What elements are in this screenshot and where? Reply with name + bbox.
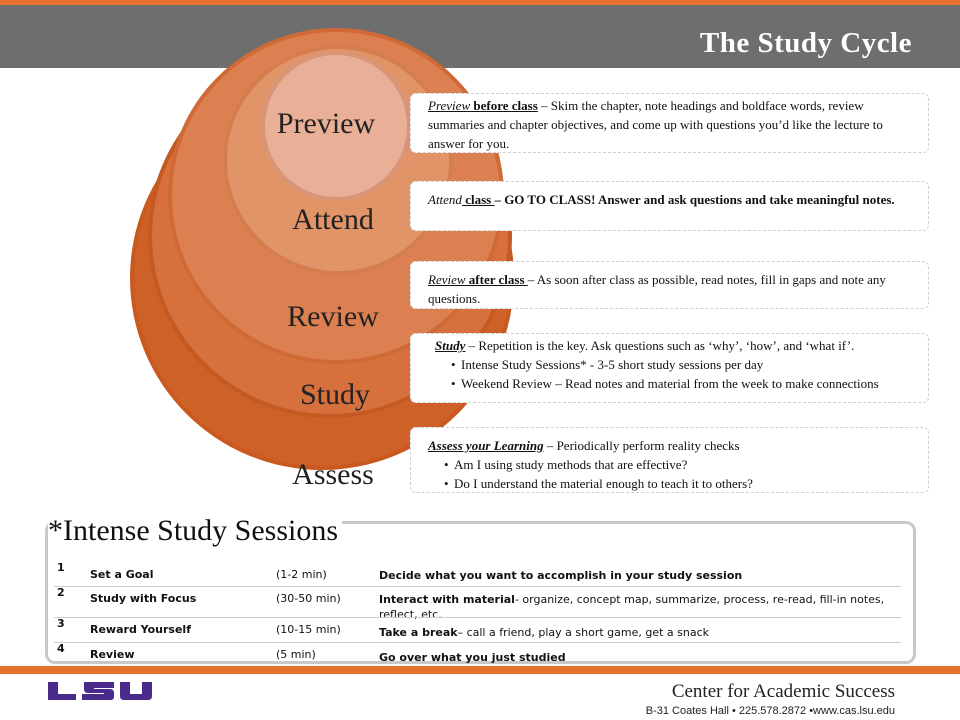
footer-accent-bar xyxy=(0,666,960,674)
step-assess-box xyxy=(410,427,929,493)
step-review-lead-rest: after class xyxy=(465,272,528,287)
row-detail-bold: Go over what you just studied xyxy=(379,651,566,664)
row-divider xyxy=(54,586,901,587)
row-number: 2 xyxy=(57,586,65,599)
row-time: (30-50 min) xyxy=(276,592,341,605)
row-time: (1-2 min) xyxy=(276,568,327,581)
row-detail xyxy=(379,568,899,583)
row-number: 1 xyxy=(57,561,65,574)
center-name: Center for Academic Success xyxy=(671,681,895,702)
row-number: 3 xyxy=(57,617,65,630)
row-time: (5 min) xyxy=(276,648,316,661)
step-assess-lead: Assess your Learning xyxy=(428,438,544,453)
step-attend-box xyxy=(410,181,929,231)
step-review-text: – As soon after class as possible, read notes, fill in gaps and note any questions. xyxy=(428,272,886,306)
step-preview-lead: Preview xyxy=(428,98,471,113)
step-review-box xyxy=(410,261,929,309)
step-review-lead: Review xyxy=(428,272,466,287)
row-detail-rest: – call a friend, play a short game, get a snack xyxy=(457,626,710,639)
row-detail-rest: - organize, concept map, summarize, process, re-read, fill-in notes, reflect, etc. xyxy=(379,593,885,621)
step-preview-lead-rest: before class xyxy=(470,98,538,113)
row-divider xyxy=(54,617,901,618)
ring-label-study: Study xyxy=(299,378,371,411)
step-study-bullet: • Weekend Review – Read notes and material from the week to make connections xyxy=(461,374,922,393)
row-step: Study with Focus xyxy=(90,592,197,605)
step-study-box xyxy=(410,333,929,403)
ring-label-preview: Preview xyxy=(276,107,376,140)
step-preview-box xyxy=(410,93,929,153)
row-detail-bold: Decide what you want to accomplish in your study session xyxy=(379,569,743,582)
step-study-bullets xyxy=(435,355,922,393)
row-detail-bold: Take a break xyxy=(379,626,458,639)
ring-label-attend: Attend xyxy=(292,203,374,236)
step-attend-text: – GO TO CLASS! Answer and ask questions and take meaningful notes. xyxy=(494,192,895,207)
row-detail-bold: Interact with material xyxy=(379,593,515,606)
step-assess-text: – Periodically perform reality checks xyxy=(543,438,740,453)
step-study-bullet: • Intense Study Sessions* - 3-5 short study sessions per day xyxy=(461,355,922,374)
contact-address: B-31 Coates Hall • 225.578.2872 •www.cas.lsu.edu xyxy=(645,705,895,717)
sessions-title: *Intense Study Sessions xyxy=(48,514,342,548)
step-assess-bullet: • Do I understand the material enough to teach it to others? xyxy=(454,474,922,493)
step-study-text: – Repetition is the key. Ask questions such as ‘why’, ‘how’, and ‘what if’. xyxy=(468,338,855,353)
row-detail xyxy=(379,625,899,640)
step-preview-text: – Skim the chapter, note headings and boldface words, review summaries and chapter objectives, and come up with questions you’d like the lecture to answer for you. xyxy=(428,98,883,151)
row-step: Review xyxy=(90,648,135,661)
row-detail xyxy=(379,650,899,665)
row-number: 4 xyxy=(57,642,65,655)
step-study-lead: Study xyxy=(435,338,466,353)
step-attend-lead: Attend xyxy=(428,192,462,207)
page-title: The Study Cycle xyxy=(699,27,912,59)
step-assess-bullet: • Am I using study methods that are effective? xyxy=(454,455,922,474)
row-step: Reward Yourself xyxy=(90,623,191,636)
step-attend-lead-rest: class xyxy=(461,192,495,207)
step-assess-bullets xyxy=(428,455,922,493)
row-divider xyxy=(54,642,901,643)
row-time: (10-15 min) xyxy=(276,623,341,636)
ring-label-assess: Assess xyxy=(292,458,374,491)
lsu-logo xyxy=(46,680,156,702)
ring-label-review: Review xyxy=(287,300,379,333)
row-step: Set a Goal xyxy=(90,568,154,581)
